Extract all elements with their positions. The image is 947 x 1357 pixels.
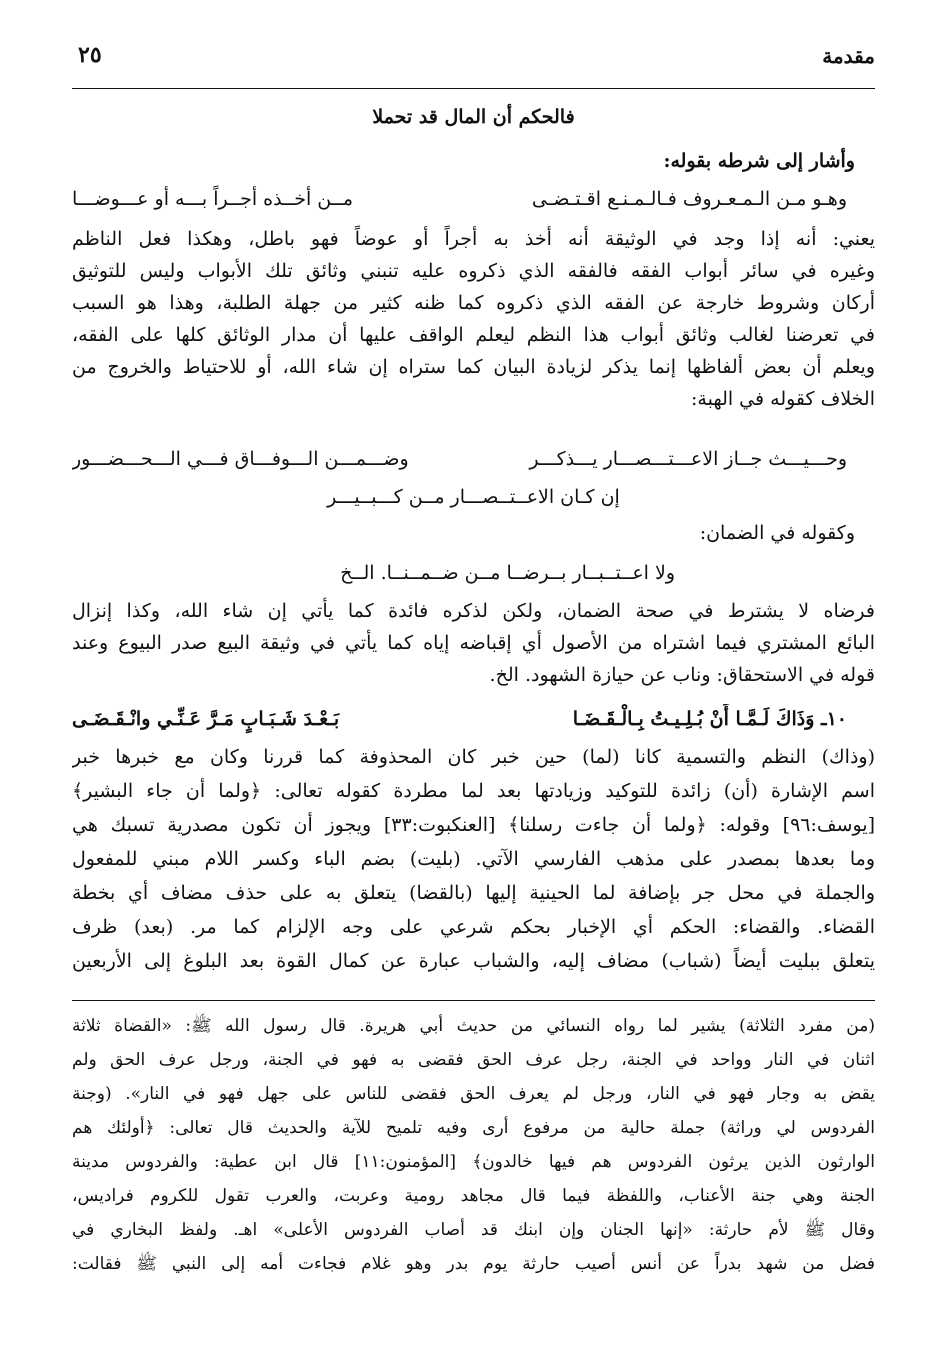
text-line: القضاء. والقضاء: الحكم أي الإخبار بحكم شرعي على وجه الإلزام كما مر. (بعد) ظرف <box>72 916 875 938</box>
footnote-line: وقال ﷺ لأم حارثة: «إنها الجنان وإن ابنك قد أصاب الفردوس الأعلى» اهـ. ولفظ البخاري في <box>72 1220 875 1240</box>
footnote-rule <box>72 1000 875 1001</box>
text-line: قوله في الاستحقاق: وناب عن حيازة الشهود. الخ. <box>489 664 875 686</box>
running-header <box>72 40 875 80</box>
hemistich-left: بَـعْـدَ شَـبَـابٍ مَـرَّ عَـنِّـي وانْـقَـضَـى <box>72 708 340 730</box>
text-line: أركان وشروط خارجة عن الفقه الذي ذكروه كما ظنه كثير من جهلة الطلبة، وهذا هو السبب <box>72 292 875 314</box>
text-line: اسم الإشارة (أن) زائدة للتوكيد وزيادتها بعد لما مطردة كقوله تعالى: ﴿ولما أن جاء البشير﴾ <box>72 780 875 802</box>
text-line: في تعرضنا لغالب وثائق أبواب هذا النظم ليعلم الواقف عليها أن مدار الوثائق كلها على الفقه، <box>72 324 875 346</box>
footnote-line: الجنة وهي جنة الأعناب، واللفظة فيما قال مجاهد رومية وعربت، والعرب تقول للكروم فراديس، <box>72 1186 875 1206</box>
header-rule <box>72 88 875 89</box>
text-line: (وذاك) النظم والتسمية كانا (لما) حين خبر كان المحذوفة كما قررنا وكان مع خبرها خبر <box>72 746 875 768</box>
footnote-line: فضل من شهد بدراً عن أنس أصيب حارثة يوم بدر وهو غلام فجاءت أمه إلى النبي ﷺ فقالت: <box>72 1254 875 1274</box>
text-line: وأشار إلى شرطه بقوله: <box>663 150 855 172</box>
page-number: ٢٥ <box>78 42 102 68</box>
hemistich-left: وضـــمـــن الـــوفـــاق فـــي الـــحـــضـــور <box>72 448 409 470</box>
text-line: والجملة في محل جر بإضافة لما الحينية إليها (بالقضا) يتعلق به على حذف مضاف أي بخطة <box>72 882 875 904</box>
footnote-line: الوارثون الذين يرثون الفردوس هم فيها خالدون﴾ [المؤمنون:١١] قال ابن عطية: والفردوس مدينة <box>72 1152 875 1172</box>
verse-line <box>72 184 847 216</box>
text-line: فرضاه لا يشترط في صحة الضمان، ولكن لذكره فائدة كما يأتي إن شاء الله، وكذا إنزال <box>72 600 875 622</box>
text-line: الخلاف كقوله في الهبة: <box>691 388 875 410</box>
verse-line: إن كـان الاعــتــصـــار مــن كـــبــيـــر <box>327 486 620 508</box>
hemistich-right: وحـــيـــث جــاز الاعـــتـــصـــار يـــذكـــر <box>529 448 847 470</box>
text-line: وكقوله في الضمان: <box>699 522 855 544</box>
verse-line <box>72 444 847 476</box>
text-line: يتعلق ببليت أيضاً (شباب) مضاف إليه، والشباب عبارة عن كمال القوة بعد البلوغ إلى الأربعين <box>72 950 875 972</box>
text-line: ويعلم أن بعض ألفاظها إنما يذكر لزيادة البيان كما ستراه إن شاء الله، أو للاحتياط والخروج من <box>72 356 875 378</box>
text-line: البائع المشتري فيما اشتراه من الأصول أي إقباضه إياه كما يأتي في وثيقة البيع صدر البيوع وعند <box>72 632 875 654</box>
footnote-line: يقض به وجار فهو في النار، ورجل لم يعرف الحق فقضى للناس على جهل فهو في النار». (وجنة <box>72 1084 875 1104</box>
hemistich-left: مــن أخــذه أجــراً بـــه أو عـــوضـــا <box>72 188 354 210</box>
hemistich-right: وهـو مـن الـمـعـروف فـالـمـنـع اقـتـضـى <box>531 188 847 210</box>
verse-line: ولا اعــتــبــار بــرضــا مــن ضــمــنــا. الــخ <box>340 562 675 584</box>
footnote-line: اثنان في النار وواحد في الجنة، رجل عرف الحق فقضى به فهو في الجنة، ورجل عرف الحق ولم <box>72 1050 875 1070</box>
text-line: وما بعدها بمصدر على مذهب الفارسي الآتي. (بليت) بضم الباء وكسر اللام مبني للمفعول <box>72 848 875 870</box>
text-line: وغيره في سائر أبواب الفقه فالفقه الذي ذكروه عليه تنبني وثائق تلك الأبواب وليس للتوثيق <box>72 260 875 282</box>
verse-line: فالحكم أن المال قد تحملا <box>372 106 575 128</box>
hemistich-right: ١٠ـ وَذَاكَ لَـمَّـا أَنْ بُـلِـيـتُ بِـالْـقَـضَـا <box>572 708 847 730</box>
header-title: مقدمة <box>822 44 875 68</box>
verse-line <box>72 704 847 736</box>
text-line: يعني: أنه إذا وجد في الوثيقة أنه أخذ به أجراً أو عوضاً فهو باطل، وهكذا فعل الناظم <box>72 228 875 250</box>
text-line: [يوسف:٩٦] وقوله: ﴿ولما أن جاءت رسلنا﴾ [العنكبوت:٣٣] ويجوز أن تكون مصدرية تسبك هي <box>72 814 875 836</box>
footnote-line: (من مفرد الثلاثة) يشير لما رواه النسائي من حديث أبي هريرة. قال رسول الله ﷺ: «القضاة ثلاثة <box>72 1016 875 1036</box>
footnote-line: الفردوس لي وراثة) جملة حالية من مرفوع أرى وفيه تلميح للآية والحديث قال تعالى: ﴿أولئك هم <box>72 1118 875 1138</box>
